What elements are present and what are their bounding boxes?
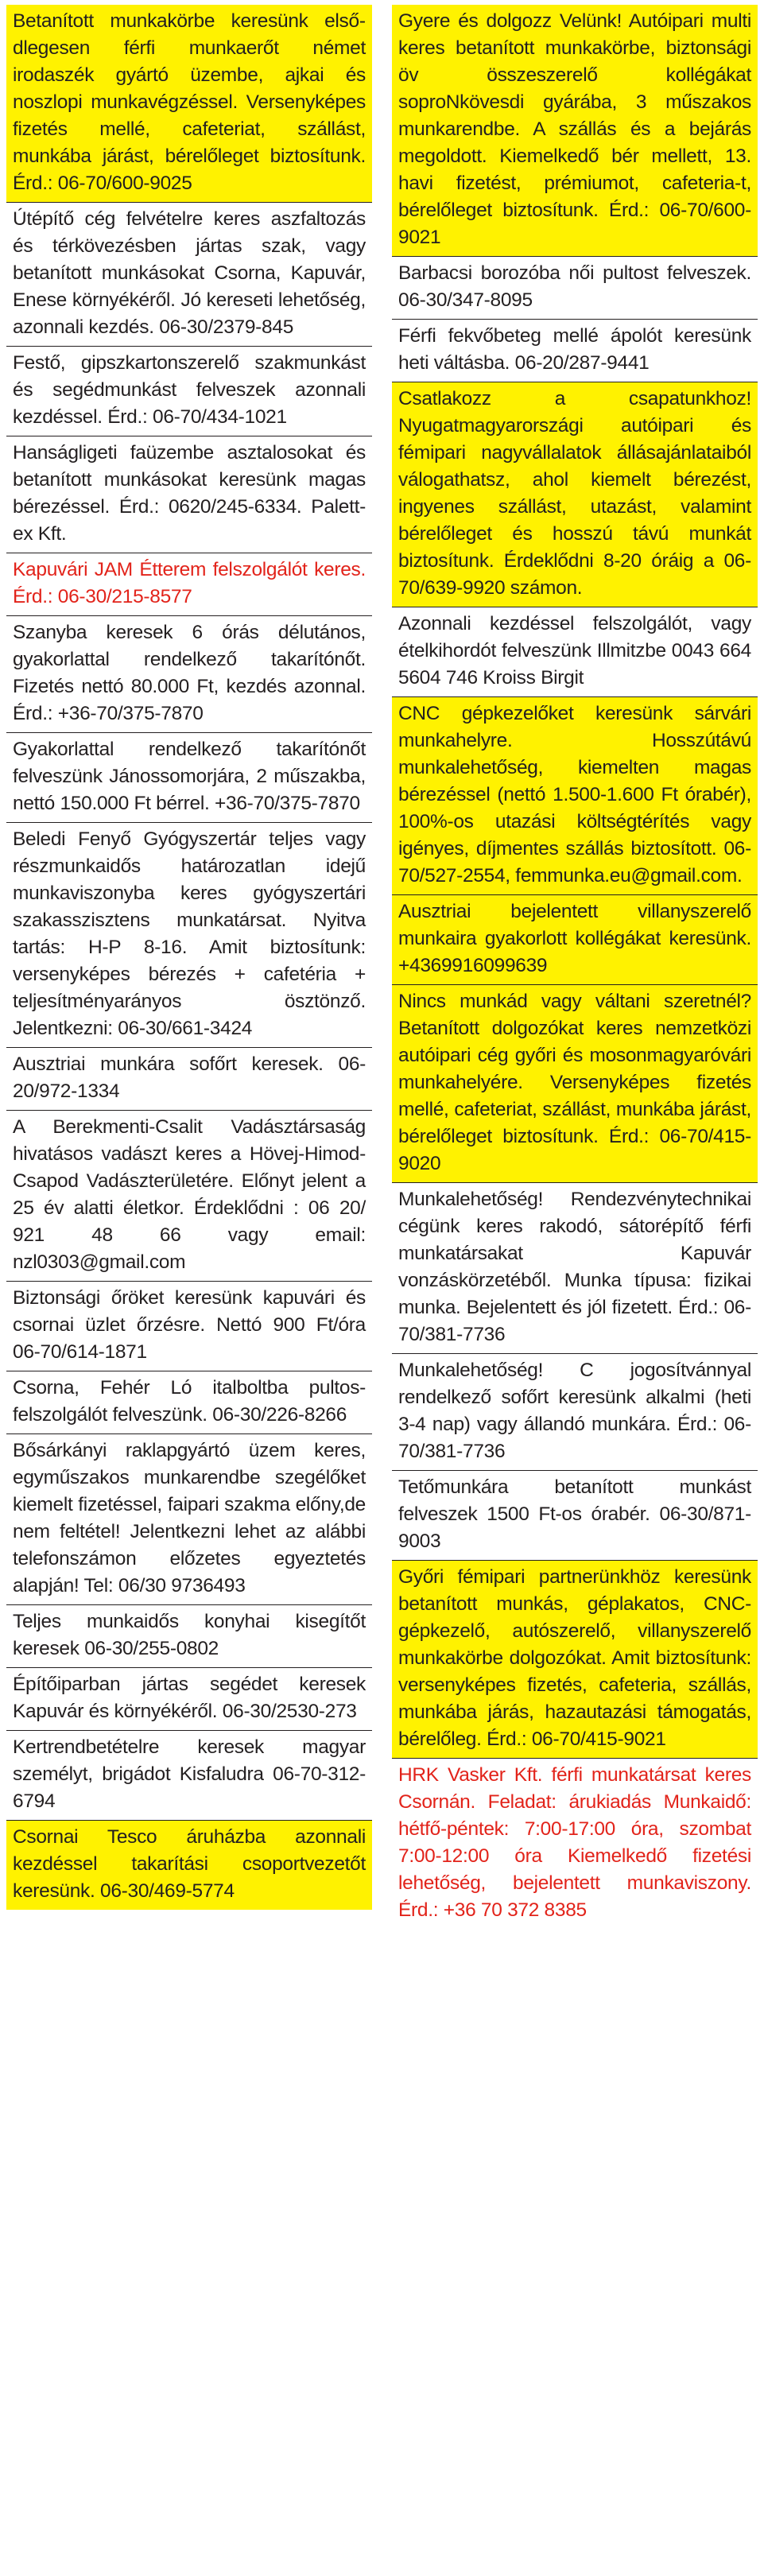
classified-ad: Munkalehetőség! Rendezvénytechnikai cégünk keres rakodó, sátorépítő férfi munkatársakat Kapuvár vonzáskörzetéből. Munka típusa: fizikai munka. Bejelentett és jól fizetett. Érd.: 06-70/381-7736 — [392, 1183, 758, 1354]
classified-ad: Ausztriai munkára sofőrt keresek. 06-20/972-1334 — [6, 1048, 372, 1111]
classified-ad: Beledi Fenyő Gyógyszertár teljes vagy részmunkaidős határozatlan idejű munkaviszonyba keres gyógyszertári szakasszisztens munkatársat. Nyitva tartás: H-P 8-16. Amit biztosítunk: versenyképes bérezés + cafetéria + teljesítményarányos ösztönző. Jelentkezni: 06-30/661-3424 — [6, 823, 372, 1048]
classified-ad: Munkalehetőség! C jogosítvánnyal rendelkező sofőrt keresünk alkalmi (heti 3-4 nap) vagy állandó munkára. Érd.: 06-70/381-7736 — [392, 1354, 758, 1471]
classified-ad: Kertrendbetételre keresek magyar személyt, brigádot Kisfaludra 06-70-312-6794 — [6, 1731, 372, 1821]
classified-ad: CNC gépkezelőket keresünk sárvári munkahelyre. Hosszútávú munkalehetőség, kiemelten magas bérezéssel (nettó 1.500-1.600 Ft órabér), 100%-os utazási költségtérítés vagy igényes, díjmentes szállás biztosított. 06-70/527-2554, femmunka.eu@gmail.com. — [392, 697, 758, 895]
left-column — [6, 5, 372, 2576]
classified-ad: Festő, gipszkartonszerelő szakmunkást és segédmunkást felveszek azonnali kezdéssel. Érd.: 06-70/434-1021 — [6, 347, 372, 436]
classified-ad: Teljes munkaidős konyhai kisegítőt keresek 06-30/255-0802 — [6, 1605, 372, 1668]
classified-ad: Csornai Tesco áruházba azonnali kezdéssel takarítási csoportvezetőt keresünk. 06-30/469-5774 — [6, 1821, 372, 1910]
classified-ad: A Berekmenti-Csalit Vadásztársaság hivatásos vadászt keres a Hövej-Himod-Csapod Vadászterületére. Előnyt jelent a 25 év alatti életkor. Érdeklődni : 06 20/ 921 48 66 vagy email: nzl0303@gmail.com — [6, 1111, 372, 1282]
classified-ad: Férfi fekvőbeteg mellé ápolót keresünk heti váltásba. 06-20/287-9441 — [392, 320, 758, 382]
classified-ad: Nincs munkád vagy váltani szeretnél? Betanított dolgozókat keres nemzetközi autóipari cég győri és mosonmagyaróvári munkahelyére. Versenyképes fizetés mellé, cafeteriat, szállást, munkába járást, bérelőleget biztosítunk. Érd.: 06-70/415-9020 — [392, 985, 758, 1183]
classified-ad: Útépítő cég felvételre keres aszfaltozás és térkövezésben jártas szak, vagy betanított munkásokat Csorna, Kapuvár, Enese környékéről. Jó kereseti lehetőség, azonnali kezdés. 06-30/2379-845 — [6, 203, 372, 347]
classified-ad: Ausztriai bejelentett villanyszerelő munkaira gyakorlott kollégákat keresünk. +4369916099639 — [392, 895, 758, 985]
classified-ad: Biztonsági őröket keresünk kapuvári és csornai üzlet őrzésre. Nettó 900 Ft/óra 06-70/614-1871 — [6, 1282, 372, 1371]
classified-ad: Betanított munkakörbe keresünk elsődlegesen férfi munkaerőt német irodaszék gyártó üzembe, ajkai és noszlopi munkavégzéssel. Versenyképes fizetés mellé, cafeteriat, szállást, munkába járást, bérelőleget biztosítunk. Érd.: 06-70/600-9025 — [6, 5, 372, 203]
classified-ad: Kapuvári JAM Étterem felszolgálót keres. Érd.: 06-30/215-8577 — [6, 553, 372, 616]
right-column — [392, 5, 758, 2576]
classified-ad: Tetőmunkára betanított munkást felveszek 1500 Ft-os órabér. 06-30/871-9003 — [392, 1471, 758, 1561]
classified-ad: Barbacsi borozóba női pultost felveszek. 06-30/347-8095 — [392, 257, 758, 320]
classified-ad: Szanyba keresek 6 órás délutános, gyakorlattal rendelkező takarítónőt. Fizetés nettó 80.000 Ft, kezdés azonnal. Érd.: +36-70/375-7870 — [6, 616, 372, 733]
classified-ad: Építőiparban jártas segédet keresek Kapuvár és környékéről. 06-30/2530-273 — [6, 1668, 372, 1731]
classified-ad: Hanságligeti faüzembe asztalosokat és betanított munkásokat keresünk magas bérezéssel. Érd.: 0620/245-6334. Palett-ex Kft. — [6, 436, 372, 553]
classified-ad: Azonnali kezdéssel felszolgálót, vagy ételkihordót felveszünk Illmitzbe 0043 664 5604 746 Kroiss Birgit — [392, 607, 758, 697]
classified-ad: Győri fémipari partnerünkhöz keresünk betanított munkás, géplakatos, CNC-gépkezelő, autószerelő, villanyszerelő munkakörbe dolgozókat. Amit biztosítunk: versenyképes fizetés, cafeteria, szállás, munkába járás, hazautazási támogatás, bérelőleg. Érd.: 06-70/415-9021 — [392, 1561, 758, 1759]
classified-ad: Csatlakozz a csapatunkhoz! Nyugatmagyarországi autóipari és fémipari nagyvállalatok állásajánlataiból válogathatsz, ahol kiemelt bérezést, ingyenes szállást, utazást, valamint bérelőleget és hosszú távú munkát biztosítunk. Érdeklődni 8-20 óráig a 06-70/639-9920 számon. — [392, 382, 758, 607]
classified-ad: Gyakorlattal rendelkező takarítónőt felveszünk Jánossomorjára, 2 műszakba, nettó 150.000 Ft bérrel. +36-70/375-7870 — [6, 733, 372, 823]
classified-ad: Gyere és dolgozz Velünk! Autóipari multi keres betanított munkakörbe, biztonsági öv összeszerelő kollégákat soproNkövesdi gyárába, 3 műszakos munkarendbe. A szállás és a bejárás megoldott. Kiemelkedő bér mellett, 13. havi fizetést, prémiumot, cafeteria-t, bérelőleget biztosítunk. Érd.: 06-70/600-9021 — [392, 5, 758, 257]
classified-ad: Csorna, Fehér Ló italboltba pultos-felszolgálót felveszünk. 06-30/226-8266 — [6, 1371, 372, 1434]
classified-ad: HRK Vasker Kft. férfi munkatársat keres Csornán. Feladat: árukiadás Munkaidő: hétfő-péntek: 7:00-17:00 óra, szombat 7:00-12:00 óra Kiemelkedő fizetési lehetőség, bejelentett munkaviszony. Érd.: +36 70 372 8385 — [398, 1764, 751, 1921]
classified-ad: Bősárkányi raklapgyártó üzem keres, egyműszakos munkarendbe szegélőket kiemelt fizetéssel, faipari szakma előny,de nem feltétel! Jelentkezni lehet az alábbi telefonszámon előzetes egyeztetés alapján! Tel: 06/30 9736493 — [6, 1434, 372, 1605]
